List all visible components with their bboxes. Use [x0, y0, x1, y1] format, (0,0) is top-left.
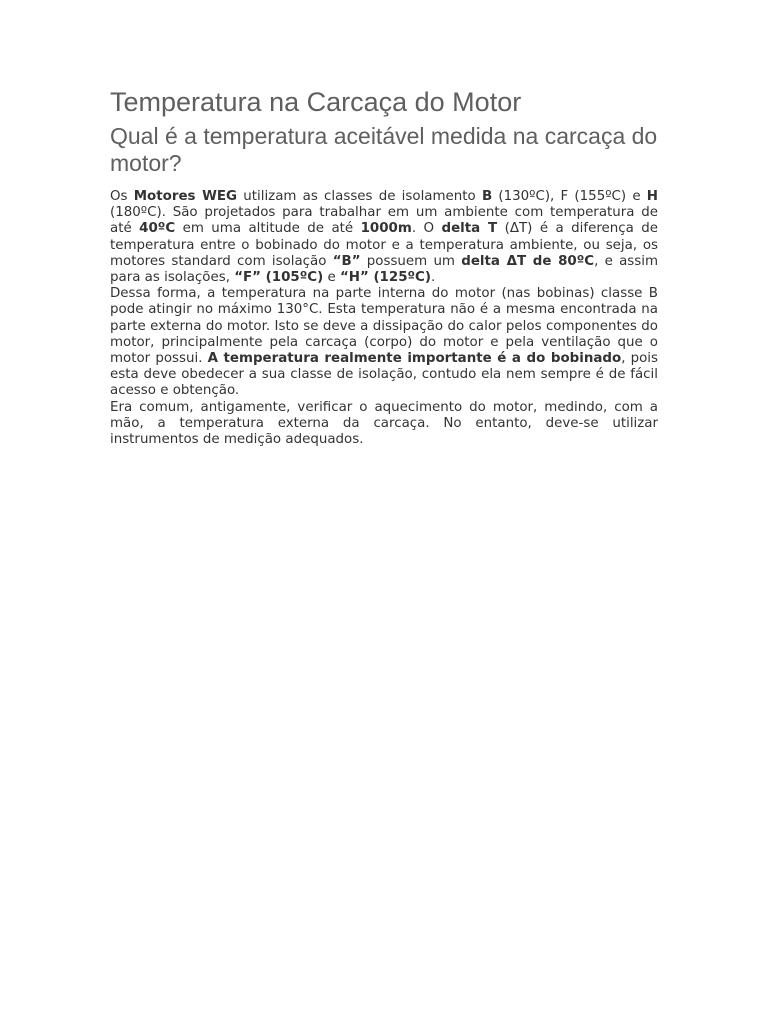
bold-text-run: Motores WEG	[133, 189, 238, 204]
text-run: (180ºC). São projetados para trabalhar em um ambiente com temperatura de até	[110, 205, 658, 237]
document-title: Temperatura na Carcaça do Motor	[110, 87, 522, 117]
text-run: .	[431, 270, 436, 286]
text-run: Os	[110, 189, 134, 204]
text-run: e	[323, 270, 340, 286]
paragraph-isolation-classes	[110, 189, 658, 286]
paragraph-internal-temperature	[110, 286, 658, 399]
bold-text-run: “F” (105ºC)	[234, 270, 324, 286]
bold-text-run: A temperatura realmente importante é a do bobinado	[207, 351, 622, 367]
bold-text-run: 1000m	[360, 221, 412, 237]
text-run: possuem um	[360, 253, 462, 269]
bold-text-run: B	[481, 189, 493, 204]
bold-text-run: H	[646, 189, 658, 204]
bold-text-run: delta T	[441, 221, 498, 237]
text-run: Era comum, antigamente, verificar o aquecimento do motor, medindo, com a mão, a temperatura externa da carcaça. No entanto, deve-se utilizar instrumentos de medição adequados.	[110, 399, 658, 448]
bold-text-run: 40ºC	[139, 221, 176, 237]
text-run: , pois esta deve obedecer a sua classe de isolação, contudo ela nem sempre é de fácil acesso e obtenção.	[110, 351, 658, 399]
text-run: utilizam as classes de isolamento	[237, 189, 482, 204]
bold-text-run: delta ΔT de 80ºC	[461, 253, 595, 269]
text-run: (130ºC), F (155ºC) e	[492, 189, 647, 204]
text-run: (ΔT) é a diferença de temperatura entre o bobinado do motor e a temperatura ambiente, ou seja, os motores standard com isolação	[110, 221, 658, 269]
document-subtitle: Qual é a temperatura aceitável medida na carcaça do motor?	[110, 123, 658, 176]
text-run: , e assim para as isolações,	[110, 253, 659, 286]
bold-text-run: “B”	[332, 253, 361, 269]
paragraph-measurement	[110, 400, 658, 449]
document-page	[110, 86, 658, 448]
text-run: Dessa forma, a temperatura na parte interna do motor (nas bobinas) classe B pode atingir no máximo 130°C. Esta temperatura não é a mesma encontrada na parte externa do motor. Isto se deve a dissipação do calor pelos componentes do motor, principalmente pela carcaça (corpo) do motor e pela ventilação que o motor possui.	[110, 286, 658, 367]
bold-text-run: “H” (125ºC)	[339, 270, 432, 286]
text-run: em uma altitude de até	[175, 221, 361, 237]
text-run: . O	[411, 221, 442, 237]
